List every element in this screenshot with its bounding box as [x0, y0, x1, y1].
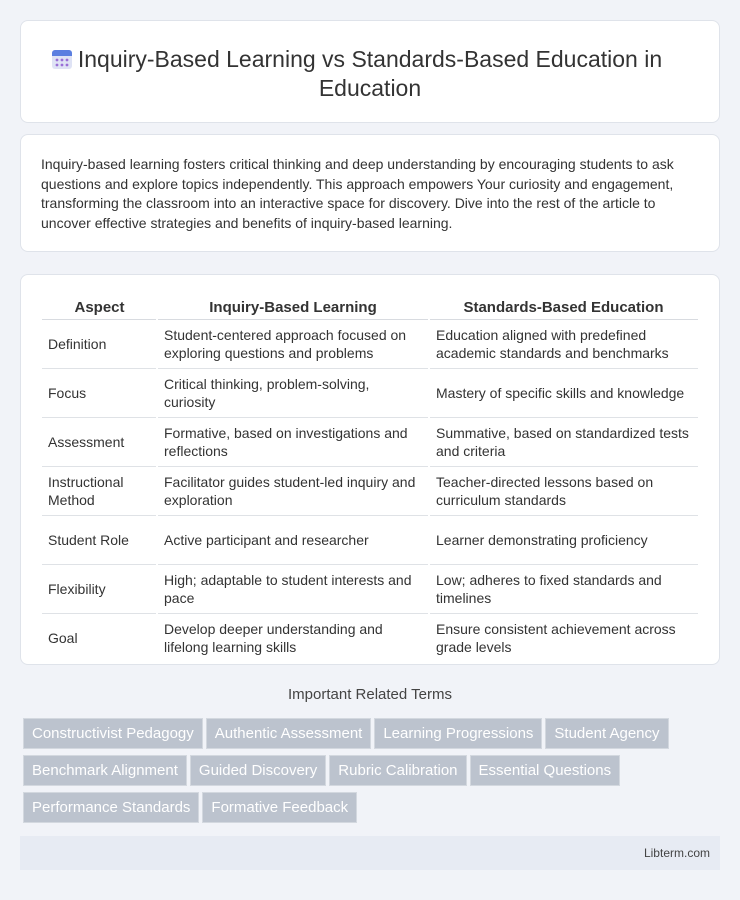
table-row: [42, 319, 698, 368]
table-row: [42, 564, 698, 613]
table-row: [42, 368, 698, 417]
row-inquiry: Facilitator guides student-led inquiry and exploration: [157, 466, 429, 515]
footer: [20, 836, 720, 870]
tag-rubric-calibration[interactable]: Rubric Calibration: [329, 755, 466, 786]
row-inquiry: Develop deeper understanding and lifelong learning skills: [157, 613, 429, 662]
row-inquiry: Student-centered approach focused on exploring questions and problems: [157, 319, 429, 368]
table-row: [42, 613, 698, 662]
row-aspect: Student Role: [42, 515, 157, 564]
comparison-table: [42, 297, 698, 662]
row-aspect: Instructional Method: [42, 466, 157, 515]
table-header-row: [42, 297, 698, 319]
row-standards: Ensure consistent achievement across grade levels: [436, 620, 676, 655]
row-standards: Education aligned with predefined academic standards and benchmarks: [429, 319, 698, 368]
tag-student-agency[interactable]: Student Agency: [545, 718, 668, 749]
tag-essential-questions[interactable]: Essential Questions: [470, 755, 621, 786]
tag-authentic-assessment[interactable]: Authentic Assessment: [206, 718, 372, 749]
row-inquiry: Active participant and researcher: [157, 515, 429, 564]
row-inquiry: Critical thinking, problem-solving, curiosity: [157, 368, 429, 417]
row-aspect: Flexibility: [42, 564, 157, 613]
row-aspect: Assessment: [42, 417, 157, 466]
tag-constructivist-pedagogy[interactable]: Constructivist Pedagogy: [23, 718, 203, 749]
intro-card: [20, 134, 720, 252]
tag-formative-feedback[interactable]: Formative Feedback: [202, 792, 357, 823]
row-aspect: Definition: [42, 319, 157, 368]
intro-paragraph: Inquiry-based learning fosters critical thinking and deep understanding by encouraging students to ask questions and explore topics independently. This approach empowers Your curiosity and engagement, transforming the classroom into an interactive space for discovery. Dive into the rest of the article to uncover effective strategies and benefits of inquiry-based learning.: [41, 156, 674, 231]
footer-site-link[interactable]: Libterm.com: [643, 846, 710, 860]
row-inquiry: High; adaptable to student interests and pace: [157, 564, 429, 613]
row-standards: Summative, based on standardized tests and criteria: [429, 417, 698, 466]
row-standards: Mastery of specific skills and knowledge: [429, 368, 698, 417]
row-standards: Teacher-directed lessons based on curriculum standards: [429, 466, 698, 515]
tag-benchmark-alignment[interactable]: Benchmark Alignment: [23, 755, 187, 786]
row-inquiry: Formative, based on investigations and reflections: [157, 417, 429, 466]
tag-learning-progressions[interactable]: Learning Progressions: [374, 718, 542, 749]
related-terms-list: [23, 718, 723, 829]
table-row: [42, 466, 698, 515]
header-card: [20, 20, 720, 123]
row-aspect: Focus: [42, 368, 157, 417]
table-row: [42, 515, 698, 564]
header-standards: Standards-Based Education: [429, 297, 698, 319]
row-standards: Low; adheres to fixed standards and timelines: [429, 564, 698, 613]
table-row: [42, 417, 698, 466]
row-aspect: Goal: [42, 613, 157, 662]
header-aspect: Aspect: [42, 297, 157, 319]
tag-guided-discovery[interactable]: Guided Discovery: [190, 755, 326, 786]
tag-performance-standards[interactable]: Performance Standards: [23, 792, 199, 823]
header-inquiry: Inquiry-Based Learning: [157, 297, 429, 319]
comparison-card: [20, 274, 720, 665]
row-standards: Learner demonstrating proficiency: [429, 515, 698, 564]
related-terms-heading: Important Related Terms: [288, 686, 452, 703]
page-title: Inquiry-Based Learning vs Standards-Based Education in Education: [77, 46, 663, 101]
